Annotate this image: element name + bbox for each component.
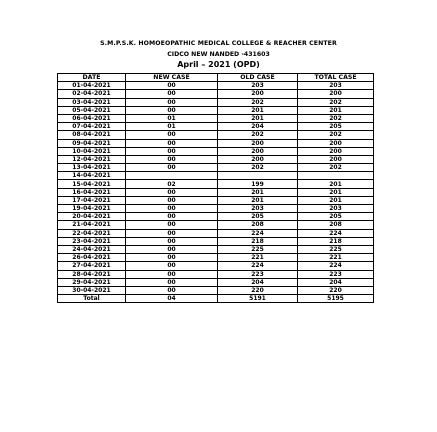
date-cell: 13-04-2021: [58, 164, 126, 172]
date-cell: 20-04-2021: [58, 213, 126, 221]
table-row: [58, 114, 374, 122]
date-cell: 17-04-2021: [58, 196, 126, 204]
table-row: [58, 270, 374, 278]
total-case-cell: 224: [298, 229, 374, 237]
table-row: [58, 90, 374, 98]
date-cell: 23-04-2021: [58, 237, 126, 245]
date-cell: 14-04-2021: [58, 172, 126, 180]
table-row: [58, 98, 374, 106]
new-case-cell: 00: [126, 106, 218, 114]
old-case-cell: 204: [218, 123, 298, 131]
table-row: [58, 205, 374, 213]
date-cell: 02-04-2021: [58, 90, 126, 98]
date-cell: 03-04-2021: [58, 98, 126, 106]
old-case-cell: 201: [218, 188, 298, 196]
new-case-cell: 00: [126, 90, 218, 98]
new-case-cell: 00: [126, 270, 218, 278]
table-row: [58, 155, 374, 163]
old-case-cell: 208: [218, 221, 298, 229]
old-case-cell: 205: [218, 213, 298, 221]
old-case-cell: 200: [218, 90, 298, 98]
old-case-cell: 202: [218, 131, 298, 139]
old-case-cell: 203: [218, 205, 298, 213]
total-case-cell: 201: [298, 106, 374, 114]
column-header-new-case: NEW CASE: [126, 74, 218, 82]
institution-address: CIDCO NEW NANDED -431603: [167, 51, 270, 58]
date-cell: 15-04-2021: [58, 180, 126, 188]
old-case-cell: 200: [218, 155, 298, 163]
date-cell: 06-04-2021: [58, 114, 126, 122]
date-cell: 12-04-2021: [58, 155, 126, 163]
total-case-cell: 202: [298, 164, 374, 172]
table-row: [58, 147, 374, 155]
table-row: [58, 221, 374, 229]
date-cell: 24-04-2021: [58, 245, 126, 253]
total-case-cell: 203: [298, 82, 374, 90]
table-row: [58, 213, 374, 221]
old-case-cell: 201: [218, 196, 298, 204]
total-case-cell: 204: [298, 278, 374, 286]
total-case-cell: 225: [298, 245, 374, 253]
table-row: [58, 180, 374, 188]
new-case-cell: 00: [126, 139, 218, 147]
date-cell: 07-04-2021: [58, 123, 126, 131]
total-case-cell: 200: [298, 139, 374, 147]
total-case-cell: 201: [298, 196, 374, 204]
old-case-cell: 202: [218, 164, 298, 172]
new-case-cell: 00: [126, 196, 218, 204]
new-case-cell: 00: [126, 98, 218, 106]
new-case-cell: 00: [126, 262, 218, 270]
total-case-cell: 223: [298, 270, 374, 278]
new-case-cell: 00: [126, 164, 218, 172]
table-row: [58, 106, 374, 114]
institution-title: S.M.P.S.K. HOMOEOPATHIC MEDICAL COLLEGE & REACHER CENTER: [100, 40, 337, 47]
new-case-cell: 00: [126, 188, 218, 196]
old-case-cell: 201: [218, 114, 298, 122]
table-row: [58, 286, 374, 294]
old-case-cell: 221: [218, 254, 298, 262]
table-row: [58, 123, 374, 131]
old-case-cell: 200: [218, 147, 298, 155]
total-case-cell: 218: [298, 237, 374, 245]
total-case-cell: [298, 172, 374, 180]
old-case-cell: 203: [218, 82, 298, 90]
new-case-cell: 00: [126, 237, 218, 245]
old-case-cell: 225: [218, 245, 298, 253]
old-case-cell: 199: [218, 180, 298, 188]
new-case-cell: 01: [126, 114, 218, 122]
total-total-case: 5195: [298, 295, 374, 303]
table-row: [58, 278, 374, 286]
new-case-cell: 00: [126, 155, 218, 163]
table-row: [58, 254, 374, 262]
old-case-cell: 223: [218, 270, 298, 278]
old-case-cell: 220: [218, 286, 298, 294]
table-row: [58, 164, 374, 172]
old-case-cell: 224: [218, 262, 298, 270]
table-row: [58, 196, 374, 204]
date-cell: 09-04-2021: [58, 139, 126, 147]
new-case-cell: 00: [126, 221, 218, 229]
report-period-title: April – 2021 (OPD): [177, 60, 260, 69]
new-case-cell: [126, 172, 218, 180]
date-cell: 22-04-2021: [58, 229, 126, 237]
table-row: [58, 139, 374, 147]
total-case-cell: 221: [298, 254, 374, 262]
date-cell: 28-04-2021: [58, 270, 126, 278]
total-case-cell: 203: [298, 205, 374, 213]
date-cell: 29-04-2021: [58, 278, 126, 286]
table-header-row: [58, 74, 374, 82]
date-cell: 21-04-2021: [58, 221, 126, 229]
column-header-old-case: OLD CASE: [218, 74, 298, 82]
old-case-cell: 218: [218, 237, 298, 245]
table-row: [58, 82, 374, 90]
total-case-cell: 200: [298, 147, 374, 155]
date-cell: 08-04-2021: [58, 131, 126, 139]
table-row: [58, 131, 374, 139]
total-case-cell: 220: [298, 286, 374, 294]
total-case-cell: 205: [298, 213, 374, 221]
table-row: [58, 229, 374, 237]
old-case-cell: 224: [218, 229, 298, 237]
total-case-cell: 202: [298, 98, 374, 106]
date-cell: 27-04-2021: [58, 262, 126, 270]
total-case-cell: 202: [298, 131, 374, 139]
date-cell: 16-04-2021: [58, 188, 126, 196]
new-case-cell: 02: [126, 180, 218, 188]
date-cell: 30-04-2021: [58, 286, 126, 294]
total-case-cell: 202: [298, 114, 374, 122]
new-case-cell: 00: [126, 245, 218, 253]
total-case-cell: 208: [298, 221, 374, 229]
date-cell: 01-04-2021: [58, 82, 126, 90]
total-case-cell: 200: [298, 90, 374, 98]
new-case-cell: 00: [126, 82, 218, 90]
total-case-cell: 200: [298, 155, 374, 163]
old-case-cell: [218, 172, 298, 180]
date-cell: 05-04-2021: [58, 106, 126, 114]
table-row: [58, 245, 374, 253]
old-case-cell: 204: [218, 278, 298, 286]
new-case-cell: 00: [126, 229, 218, 237]
column-header-total-case: TOTAL CASE: [298, 74, 374, 82]
new-case-cell: 00: [126, 205, 218, 213]
total-case-cell: 205: [298, 123, 374, 131]
total-old-case: 5191: [218, 295, 298, 303]
date-cell: 26-04-2021: [58, 254, 126, 262]
old-case-cell: 202: [218, 98, 298, 106]
new-case-cell: 00: [126, 254, 218, 262]
date-cell: 10-04-2021: [58, 147, 126, 155]
new-case-cell: 00: [126, 147, 218, 155]
old-case-cell: 201: [218, 106, 298, 114]
table-row: [58, 262, 374, 270]
table-row: [58, 188, 374, 196]
total-case-cell: 201: [298, 188, 374, 196]
total-case-cell: 201: [298, 180, 374, 188]
opd-table: [57, 73, 374, 303]
new-case-cell: 00: [126, 278, 218, 286]
column-header-date: DATE: [58, 74, 126, 82]
table-row: [58, 172, 374, 180]
old-case-cell: 200: [218, 139, 298, 147]
total-case-cell: 224: [298, 262, 374, 270]
new-case-cell: 01: [126, 123, 218, 131]
total-new-case: 04: [126, 295, 218, 303]
total-row: [58, 295, 374, 303]
total-label: Total: [58, 295, 126, 303]
date-cell: 19-04-2021: [58, 205, 126, 213]
table-row: [58, 237, 374, 245]
new-case-cell: 00: [126, 131, 218, 139]
new-case-cell: 00: [126, 213, 218, 221]
new-case-cell: 00: [126, 286, 218, 294]
